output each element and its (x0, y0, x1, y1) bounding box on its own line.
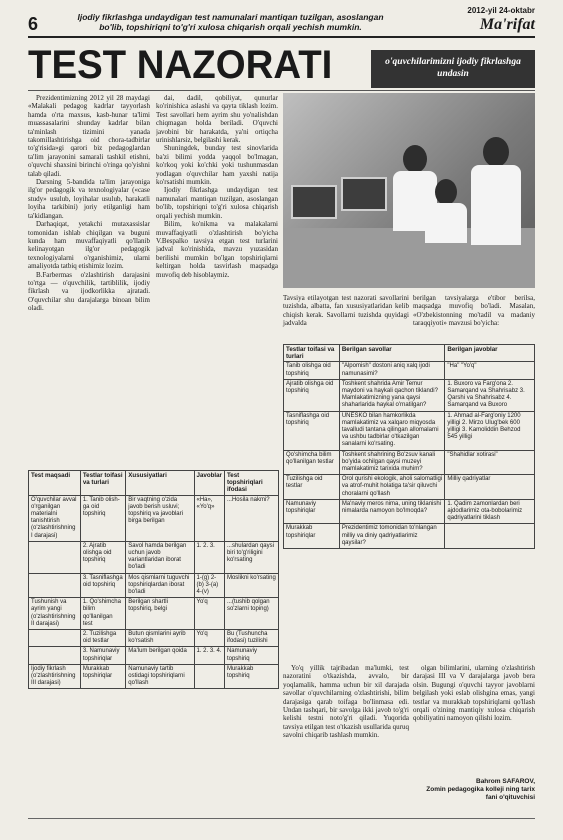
table-header: Testlar toifasi va turlari (80, 471, 125, 496)
table-cell: Bir vaqtning o'zida javob berish usluvi; topshiriq va javoblari birga berilgan (126, 495, 194, 541)
table-row (284, 362, 535, 379)
page-kicker: Ijodiy fikrlashga undaydigan test namunalari mantiqan tuzilgan, asoslangan bo'lib, topshiriqni to'g'ri xulosa chiqarish orqali yechish mumkin. (77, 12, 384, 32)
table-cell: 1. Ahmad al-Farg'oniy 1200 yilligi 2. Mirzo Ulug'bek 600 yilligi 3. Kamoliddin Behzod 545 yilligi (445, 411, 535, 450)
paragraph: Shuningdek, bunday test sinovlarida ba'zi bilimi yodda yaqqol bo'lmagan, ko'rkoq yoki ko'chki yoki tushunmasdan yodlagan o'quvchilar ham yaxshi natija ko'rsatishi mumkin. (156, 144, 278, 187)
text-after-photo-right: berilgan tavsiyalarga e'tibor berilsa, maqsadga muvofiq bo'ladi. Masalan, «O'zbekistonning mo'tadil va madaniy taraqqiyoti» mavzusi bo'yicha: (413, 294, 535, 328)
table-cell: 2. Ajratib olishga oid topshiriq (80, 541, 125, 573)
table-cell (29, 541, 81, 573)
article-subheadline: o'quvchilarimizni ijodiy fikrlashga undasin (371, 50, 535, 88)
table-cell: «Ha», «Yo'q» (194, 495, 224, 541)
table-row (284, 379, 535, 411)
table-cell: Butun qismlarini ayrib ko'rsatish (126, 630, 194, 647)
table-cell: Bu (Tushuncha ifodasi) tuzilishi (224, 630, 278, 647)
table-cell: Namunaviy topshiriqlar (284, 499, 340, 524)
table-cell: 2. Tuzilishga oid testlar (80, 630, 125, 647)
table-cell (194, 664, 224, 689)
table-row (29, 573, 279, 598)
table-cell (29, 647, 81, 664)
table-cell: Orol qurishi ekologik, aholi salomatligi va atrof-muhit holatiga ta'sir qiluvchi choralarni qo'llash (339, 475, 445, 500)
table-cell: Qo'shimcha bilim qo'llanilgan testlar (284, 450, 340, 475)
footer-rule (28, 818, 535, 819)
table-row (29, 598, 279, 630)
table-cell: Ma'lum berilgan qoida (126, 647, 194, 664)
table-cell: Tasniflashga oid topshiriq (284, 411, 340, 450)
table-cell: Tushunish va ayrim yangi (o'zlashtirishning II darajasi) (29, 598, 81, 630)
table-header: Testlar toifasi va turlari (284, 345, 340, 362)
table-cell: Murakkab topshiriqlar (80, 664, 125, 689)
table-cell: Mos qismlarni tuguvchi topshiriqlardan iborat bo'ladi (126, 573, 194, 598)
table-cell (29, 573, 81, 598)
issue-date: 2012-yil 24-oktabr (467, 6, 535, 15)
table-cell: 1. Qo'shimcha bilim qo'llanilgan test (80, 598, 125, 630)
article-column-1 (28, 94, 150, 496)
photo-student (471, 165, 521, 245)
table-row (29, 495, 279, 541)
photo-student (483, 137, 509, 167)
table-cell: "Shahidlar xotirasi" (445, 450, 535, 475)
table-row (284, 499, 535, 524)
table-cell (445, 524, 535, 549)
table-cell: Tanib olishga oid topshiriq (284, 362, 340, 379)
table-cell: 1. Tanib olish-ga oid topshiriq (80, 495, 125, 541)
table-question-examples (283, 344, 535, 549)
paragraph: Ijodiy fikrlashga undaydigan test namunalari mantiqan tuzilgan, asoslangan bo'lib, topshiriqni to'g'ri xulosa chiqarish orqali yechish mumkin. (156, 186, 278, 220)
photo-student (403, 145, 427, 173)
header-rule (28, 36, 535, 38)
paragraph: Yo'q yillik tajribadan ma'lumki, test nazoratini o'tkazishda, avvalo, bir yoqlamalik, hamma uchun bir xil darajada savollar o'quvchilarning o'zlashtirishi, bilim darajasiga qarab toifaga bo'linmasa edi. Undan tashqari, bir savolga ikki javob to'g'ri kelishi testni noto'g'ri qiladi. Yuqorida tavsiya etilgan test o'tkazish usullarida quruq savolni chiqarib tashlash mumkin. (283, 664, 409, 740)
table-cell: 1. 2. 3. (194, 541, 224, 573)
photo-monitor (291, 185, 337, 219)
table-row (284, 411, 535, 450)
paragraph: B.Farbermas o'zlashtirish darajasini to'rtga — o'quvchilik, tartiblilik, ijodiy fikrlash va ijodkorlikka ajratadi. O'quvchilar shu darajalarga binoan bilim oladi. (28, 270, 150, 313)
article-column-4 (413, 664, 535, 776)
author-title: Zomin pedagogika kolleji ning tarix fani o'qituvchisi (426, 786, 535, 801)
table-row (284, 450, 535, 475)
table-cell: O'quvchilar avval o'rganilgan materialni tanishtirish (o'zlashtirishning I darajasi) (29, 495, 81, 541)
table-cell: Moslikni ko'rsating (224, 573, 278, 598)
table-cell: Murakkab topshiriqlar (284, 524, 340, 549)
table-cell: UNESKO bilan hamkorlikda mamlakatimiz va xalqaro miqyosda tavalludi tantana qilingan allomalarni va ushbu tadbirlar o'tkazilgan sanalarni ko'rsating. (339, 411, 445, 450)
table-row (29, 647, 279, 664)
table-header: Berilgan savollar (339, 345, 445, 362)
table-row (29, 630, 279, 647)
headline-rule (28, 90, 535, 91)
table-cell: Prezidentimiz tomonidan to'nlangan milliy va diniy qadriyatlarimiz qaysilar? (339, 524, 445, 549)
table-header: Test topshiriqlari ifodasi (224, 471, 278, 496)
table-cell: 3. Namunaviy topshiriqlar (80, 647, 125, 664)
table-cell: "Alpomish" dostoni aniq xalq ijodi namunasimi? (339, 362, 445, 379)
table-cell: Yo'q (194, 630, 224, 647)
table-cell: 1-(g) 2-(b) 3-(a) 4-(v) (194, 573, 224, 598)
table-cell: Savol hamda berilgan uchun javob variantlaridan iborat bo'ladi (126, 541, 194, 573)
paragraph: dai, dadil, qobiliyat, qunurlar ko'rinishica aslashi va qayta tiklash lozim. Test savollari hem ayrim shu yo'nalishdan chiqmagan holda beriladi. O'quvchi javobini bir harakatda, ya'ni ortiqcha urinishlarsiz, belgilashi kerak. (156, 94, 278, 145)
table-header: Javoblar (194, 471, 224, 496)
table-header: Xususiyatlari (126, 471, 194, 496)
table-row (284, 475, 535, 500)
text-after-photo-left: Tavsiya etilayotgan test nazorati savollarini tuzishda, albatta, fan xususiyatlaridan kelib chiqish kerak. Savollarni tuzishda quyidagi jadvalda (283, 294, 409, 328)
article-headline: TEST NAZORATI (28, 43, 333, 87)
table-cell: Namunaviy topshiriq (224, 647, 278, 664)
table-cell: Tuzilishga oid testlar (284, 475, 340, 500)
author-signature (414, 778, 535, 802)
table-header: Berilgan javoblar (445, 345, 535, 362)
paragraph: Bilim, ko'nikma va malakalarni muvaffaqiyatli o'zlashtirish bo'yicha V.Bespalko tavsiya etgan test turlarini jadval ko'rinishida, mavzu yuzasidan berilishi mumkin bo'lgan topshiriqlarni keltirgan holda tasvirlash maqsadga muvofiq deb hisoblaymiz. (156, 220, 278, 279)
paragraph: Darsning 5-bandida ta'lim jarayoniga ilg'or pedagogik va texnologiyalar («case study» usulub, loyihalar usulub, harakatli loyiha tarkibini) joriy etilganligi ham ta'kidlangan. (28, 178, 150, 220)
table-cell (29, 630, 81, 647)
table-test-types (28, 470, 279, 689)
paragraph: olgan bilimlarini, ularning o'zlashtirish darajasi III va V darajalarga javob bera olsin. Bugungi o'quvchi tayyor javoblarni belgilash yoki eslab olishgina emas, yangi testlar va murakkab topshiriqlarni qo'llash orqali o'zining mantiqiy xulosa chiqarish qobiliyatini namoyon qilishi lozim. (413, 664, 535, 723)
table-cell: Milliy qadriyatlar (445, 475, 535, 500)
photo-student (435, 179, 457, 205)
table-cell: 1. Qadim zamonlardan beri ajdodlarimiz ota-bobolarimiz qadriyatlarini tiklash (445, 499, 535, 524)
article-column-2 (156, 94, 278, 496)
table-cell: Toshkent shahrida Amir Temur maydoni va haykali qachon tiklandi? Mamlakatimizning yana qaysi shaharlarida haykal o'rnatilgan? (339, 379, 445, 411)
author-name: Bahrom SAFAROV, (476, 778, 535, 785)
table-cell: Toshkent shahrining Bo'zsuv kanali bo'yida ochilgan qaysi muzeyi mamlakatimiz tarixida muhim? (339, 450, 445, 475)
paragraph: Prezidentimizning 2012 yil 28 maydagi «Malakali pedagog kadrlar tayyorlash hamda o'rta maxsus, kasb-hunar ta'limi muassasalarini shunday kadrlar bilan ta'minlash tizimini yanada takomillashtirishga oid chora-tadbirlar to'g'risida»gi qarori biz pedagoglardan ta'lim jarayonini samarali tashkil etishni, o'quvchi shaxsini birinchi o'ringa qo'yishni talab qiladi. (28, 94, 150, 178)
table-cell: ...Hosila nakmi? (224, 495, 278, 541)
page-number: 6 (28, 14, 39, 34)
newspaper-name: Ma'rifat (479, 16, 535, 33)
table-row (29, 664, 279, 689)
table-cell: Murakkab topshiriq (224, 664, 278, 689)
table-cell: Berilgan shartli topshiriq, belgi (126, 598, 194, 630)
table-cell: 1. Buxoro va Farg'ona 2. Samarqand va Shahrisabz 3. Qarshi va Shahrisabz 4. Samarqand va Buxoro (445, 379, 535, 411)
paragraph: Darhaqiqat, yetakchi mutaxassislar tomonidan ishlab chiqilgan va buguni kunda ham muvaffaqiyatli qo'llanib kelinayotgan ilg'or pedagogik texnologiyalarni o'rganishimiz, ularni amaliyotda tatbiq etishimiz lozim. (28, 220, 150, 271)
table-cell: Ajratib olishga oid topshiriq (284, 379, 340, 411)
article-column-3 (283, 664, 409, 814)
table-cell: "Ha" "Yo'q" (445, 362, 535, 379)
table-cell: Ijodiy fikrlash (o'zlashtirishning III darajasi) (29, 664, 81, 689)
table-cell: ...shulardan qaysi biri to'g'riligini ko'rsating (224, 541, 278, 573)
table-row (29, 541, 279, 573)
table-cell: ...(tushib qolgan so'zlarni toping) (224, 598, 278, 630)
table-row (284, 524, 535, 549)
photo-student (425, 203, 467, 243)
table-cell: 1. 2. 3. 4. (194, 647, 224, 664)
table-cell: Yo'q (194, 598, 224, 630)
table-header: Test maqsadi (29, 471, 81, 496)
photo-monitor (341, 177, 387, 211)
table-cell: Ma'naviy meros nima, uning tiklanishi nimalarda namoyon bo'lmoqda? (339, 499, 445, 524)
table-cell: Namunaviy tartib ostidagi topshiriqlarni qo'llash (126, 664, 194, 689)
table-cell: 3. Tasniflashga oid topshiriq (80, 573, 125, 598)
classroom-photo (283, 93, 535, 288)
